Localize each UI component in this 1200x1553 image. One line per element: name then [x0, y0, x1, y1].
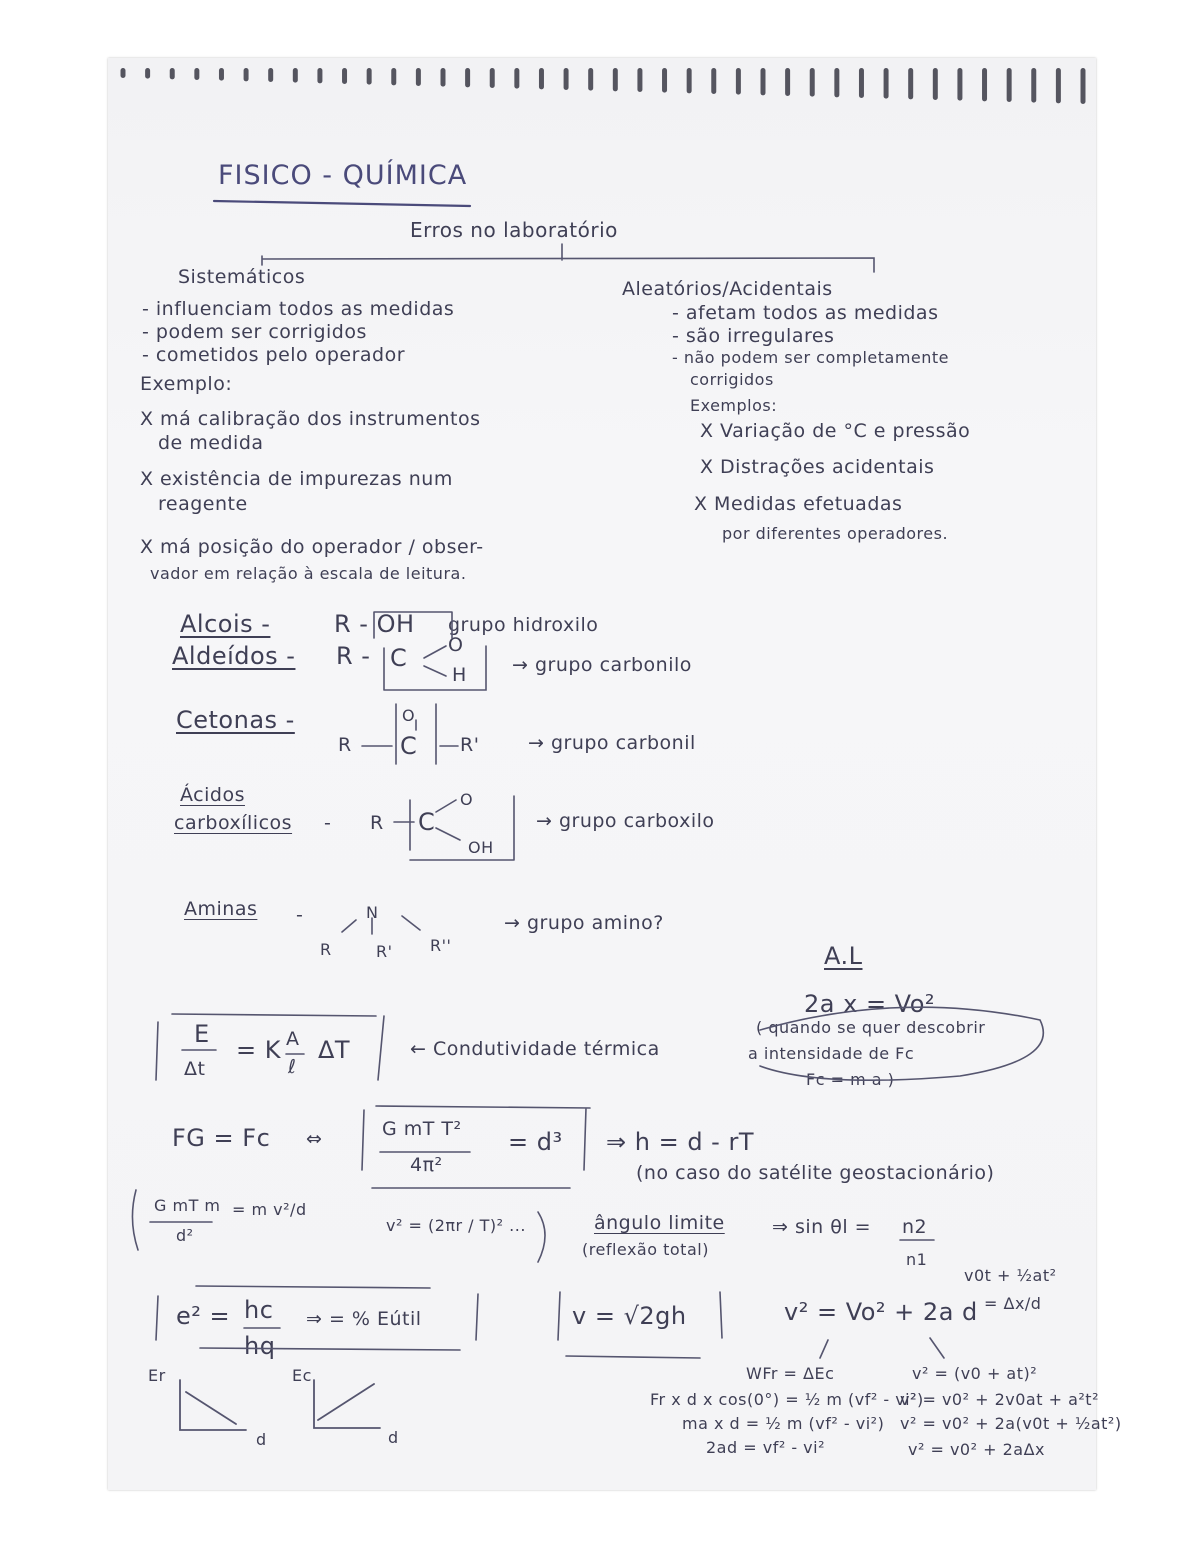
- systematic-example: vador em relação à escala de leitura.: [150, 564, 467, 583]
- derivation-line: v² = (v0 + at)²: [912, 1364, 1038, 1383]
- aldeidos-h: H: [452, 664, 467, 686]
- systematic-title: Sistemáticos: [178, 266, 306, 288]
- graph-y-label: Er: [148, 1366, 166, 1385]
- aldeidos-desc: → grupo carbonilo: [512, 654, 692, 676]
- systematic-example: X existência de impurezas num: [140, 468, 453, 490]
- grav-denominator: 4π²: [410, 1154, 443, 1176]
- binding-ring: [834, 68, 839, 97]
- binding-ring: [810, 68, 815, 97]
- conduct-length: ℓ: [288, 1056, 297, 1078]
- binding-ring: [687, 68, 692, 93]
- aminas-dash: -: [296, 904, 304, 926]
- random-example: X Distrações acidentais: [700, 456, 935, 478]
- binding-ring: [194, 68, 199, 80]
- binding-ring: [317, 68, 322, 83]
- systematic-item: - influenciam todos as medidas: [142, 298, 455, 320]
- binding-ring: [884, 68, 889, 99]
- binding-ring: [539, 68, 544, 89]
- random-example: por diferentes operadores.: [722, 524, 949, 543]
- aldeidos-o: O: [448, 634, 464, 656]
- systematic-example: X má posição do operador / obser-: [140, 536, 484, 558]
- systematic-example: X má calibração dos instrumentos: [140, 408, 481, 430]
- random-examples-label: Exemplos:: [690, 396, 778, 415]
- energy-numerator: hc: [244, 1296, 274, 1324]
- cetonas-c: C: [400, 732, 418, 760]
- velocity-eq: v = √2gh: [572, 1302, 687, 1330]
- graph-y-label: Ec: [292, 1366, 312, 1385]
- binding-ring: [957, 68, 962, 101]
- grav2-v: v² = (2πr / T)² ...: [386, 1216, 526, 1235]
- binding-ring: [761, 68, 766, 95]
- angle-eq: ⇒ sin θl =: [772, 1216, 872, 1238]
- kinematics-side: v0t + ½at²: [964, 1266, 1057, 1285]
- derivation-line: v² = v0² + 2v0at + a²t²: [900, 1390, 1099, 1409]
- aminas-desc: → grupo amino?: [504, 912, 664, 934]
- random-example: X Variação de °C e pressão: [700, 420, 971, 442]
- binding-ring: [121, 68, 126, 78]
- binding-ring: [908, 68, 913, 99]
- page-title: FISICO - QUÍMICA: [218, 160, 468, 191]
- binding-ring: [736, 68, 741, 95]
- binding-ring: [1031, 68, 1036, 103]
- kinematics-eq: v² = Vo² + 2a d: [784, 1298, 978, 1326]
- aldeidos-r: R -: [336, 642, 371, 670]
- binding-ring: [982, 68, 987, 101]
- aminas-n: N: [366, 903, 379, 922]
- binding-ring: [367, 68, 372, 85]
- grav-note: (no caso do satélite geostacionário): [636, 1162, 995, 1184]
- grav-implies: ⇔: [306, 1128, 323, 1150]
- spiral-binding: [115, 58, 1090, 106]
- alcois-desc: grupo hidroxilo: [448, 614, 599, 636]
- alcois-label: Alcois -: [180, 610, 271, 638]
- aldeidos-c: C: [390, 644, 408, 672]
- kinematics-side: = Δx/d: [984, 1294, 1042, 1313]
- cetonas-desc: → grupo carbonil: [528, 732, 696, 754]
- grav-rhs: = d³: [508, 1128, 563, 1156]
- acidos-dash: -: [324, 812, 332, 834]
- acidos-oh: OH: [468, 838, 494, 857]
- binding-ring: [145, 68, 150, 79]
- energy-denominator: hq: [244, 1332, 276, 1360]
- aminas-r: R: [320, 940, 332, 959]
- acidos-label: Ácidos: [180, 784, 245, 806]
- al-equation: 2a x = Vo²: [804, 990, 936, 1018]
- binding-ring: [441, 68, 446, 87]
- binding-ring: [859, 68, 864, 98]
- binding-ring: [170, 68, 175, 79]
- grav-h: ⇒ h = d - rT: [606, 1128, 754, 1156]
- binding-ring: [637, 68, 642, 92]
- errors-heading: Erros no laboratório: [410, 218, 618, 242]
- energy-rhs: ⇒ = % Eútil: [306, 1308, 422, 1330]
- derivation-line: v² = v0² + 2aΔx: [908, 1440, 1045, 1459]
- al-note: ( quando se quer descobrir: [756, 1018, 986, 1037]
- derivation-line: v² = v0² + 2a(v0t + ½at²): [900, 1414, 1122, 1433]
- conduct-numerator: E: [194, 1020, 210, 1048]
- binding-ring: [416, 68, 421, 86]
- cetonas-r: R: [338, 734, 352, 756]
- grav2-numerator: G mT m: [154, 1196, 221, 1215]
- conduct-dt: ΔT: [318, 1036, 351, 1064]
- work-line: 2ad = vf² - vi²: [706, 1438, 826, 1457]
- random-item: - são irregulares: [672, 325, 835, 347]
- binding-ring: [465, 68, 470, 87]
- binding-ring: [785, 68, 790, 96]
- angle-n2: n2: [902, 1216, 928, 1238]
- conduct-label: ← Condutividade térmica: [410, 1038, 660, 1060]
- cetonas-r2: R': [460, 734, 480, 756]
- binding-ring: [588, 68, 593, 91]
- binding-ring: [219, 68, 224, 81]
- work-line: WFr = ΔEc: [746, 1364, 835, 1383]
- binding-ring: [564, 68, 569, 90]
- binding-ring: [490, 68, 495, 88]
- angle-label: ângulo limite: [594, 1212, 725, 1234]
- conduct-area: A: [286, 1028, 300, 1050]
- binding-ring: [244, 68, 249, 81]
- systematic-examples-label: Exemplo:: [140, 373, 233, 395]
- binding-ring: [293, 68, 298, 83]
- binding-ring: [514, 68, 519, 89]
- conduct-rhs: = K: [236, 1036, 281, 1064]
- acidos-o: O: [460, 790, 474, 809]
- conduct-denominator: Δt: [184, 1058, 206, 1080]
- acidos-c: C: [418, 808, 436, 836]
- work-line: ma x d = ½ m (vf² - vi²): [682, 1414, 885, 1433]
- binding-ring: [613, 68, 618, 91]
- binding-ring: [268, 68, 273, 82]
- grav-numerator: G mT T²: [382, 1118, 462, 1140]
- grav2-denominator: d²: [176, 1226, 194, 1245]
- alcois-formula: R - OH: [334, 610, 415, 638]
- binding-ring: [1081, 68, 1086, 104]
- aldeidos-label: Aldeídos -: [172, 642, 296, 670]
- al-title: A.L: [824, 942, 863, 970]
- al-note: Fc = m a ): [806, 1070, 895, 1089]
- energy-lhs: e² =: [176, 1302, 231, 1330]
- binding-ring: [391, 68, 396, 85]
- binding-ring: [1056, 68, 1061, 103]
- angle-n1: n1: [906, 1250, 928, 1269]
- binding-ring: [1007, 68, 1012, 102]
- binding-ring: [711, 68, 716, 94]
- aminas-r1: R': [376, 942, 393, 961]
- random-item: - não podem ser completamente: [672, 348, 950, 367]
- random-title: Aleatórios/Acidentais: [622, 278, 833, 300]
- angle-sub: (reflexão total): [582, 1240, 709, 1259]
- binding-ring: [662, 68, 667, 93]
- systematic-item: - podem ser corrigidos: [142, 321, 367, 343]
- grav-lhs: FG = Fc: [172, 1124, 271, 1152]
- acidos-r: R: [370, 812, 384, 834]
- aminas-label: Aminas: [184, 898, 258, 920]
- cetonas-label: Cetonas -: [176, 706, 295, 734]
- random-item: - afetam todos as medidas: [672, 302, 939, 324]
- random-item-cont: corrigidos: [690, 370, 774, 389]
- systematic-item: - cometidos pelo operador: [142, 344, 406, 366]
- cetonas-o: O: [402, 706, 416, 725]
- systematic-example: reagente: [158, 493, 248, 515]
- random-example: X Medidas efetuadas: [694, 493, 903, 515]
- graph-x-label: d: [256, 1430, 267, 1449]
- al-note: a intensidade de Fc: [748, 1044, 915, 1063]
- work-line: Fr x d x cos(0°) = ½ m (vf² - vi²): [650, 1390, 924, 1409]
- binding-ring: [342, 68, 347, 84]
- acidos-label: carboxílicos: [174, 812, 293, 834]
- graph-x-label: d: [388, 1428, 399, 1447]
- acidos-desc: → grupo carboxilo: [536, 810, 715, 832]
- systematic-example: de medida: [158, 432, 264, 454]
- binding-ring: [933, 68, 938, 100]
- grav2-mid: = m v²/d: [232, 1200, 307, 1219]
- aminas-r2: R'': [430, 936, 452, 955]
- binding-rings: [121, 68, 1086, 104]
